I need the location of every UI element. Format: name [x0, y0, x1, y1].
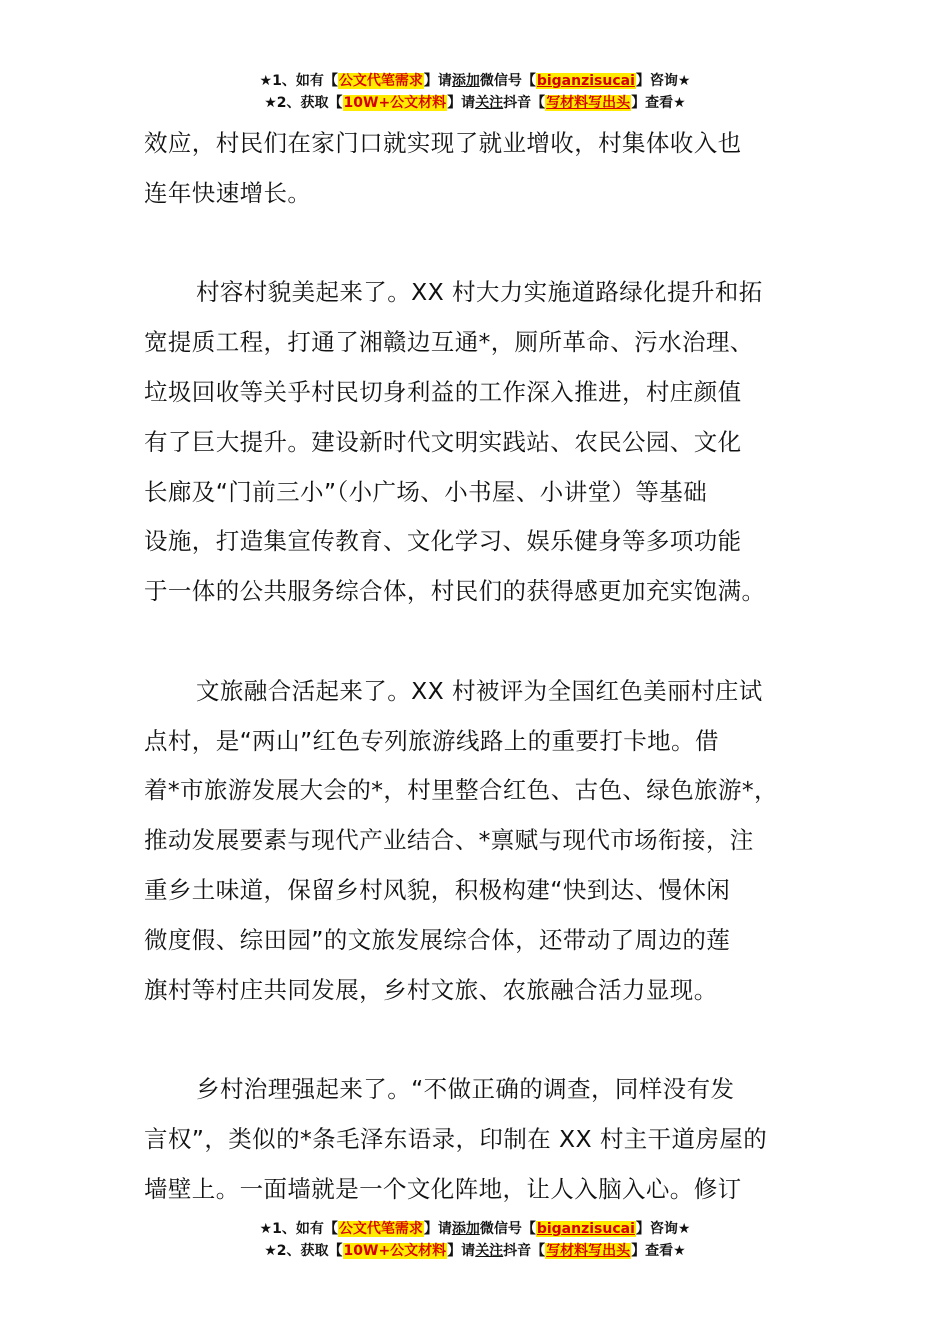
- body-line: 旗村等村庄共同发展，乡村文旅、农旅融合活力显现。: [144, 975, 718, 1004]
- body-line: 微度假、综田园”的文旅发展综合体，还带动了周边的莲: [144, 925, 731, 954]
- banner-line-2: [0, 92, 950, 114]
- banner-text: 】咨询★: [635, 73, 691, 89]
- banner-text: 】查看★: [631, 95, 686, 111]
- body-line: 连年快速增长。: [144, 178, 312, 207]
- body-line: 言权”，类似的*条毛泽东语录，印制在 XX 村主干道房屋的: [144, 1124, 768, 1153]
- banner-highlight: 10W+公文材料: [343, 1243, 447, 1259]
- banner-douyin-name: 写材料写出头: [546, 1243, 631, 1259]
- body-line: 着*市旅游发展大会的*，村里整合红色、古色、绿色旅游*，: [144, 776, 778, 805]
- body-line: 推动发展要素与现代产业结合、*禀赋与现代市场衔接，注: [144, 826, 754, 855]
- banner-text: ★1、如有【: [259, 1221, 338, 1237]
- banner-text: 微信号【: [479, 73, 536, 89]
- banner-text: ★2、获取【: [264, 95, 343, 111]
- paragraph-gap: [144, 219, 812, 269]
- body-line: 垃圾回收等关乎村民切身利益的工作深入推进，村庄颜值: [144, 377, 742, 406]
- banner-text: 抖音【: [503, 95, 546, 111]
- banner-text: 】查看★: [631, 1243, 686, 1259]
- body-line: 设施，打造集宣传教育、文化学习、娱乐健身等多项功能: [144, 527, 742, 556]
- banner-highlight: 公文代笔需求: [338, 73, 423, 89]
- paragraph-first-line: 文旅融合活起来了。XX 村被评为全国红色美丽村庄试: [196, 676, 763, 705]
- paragraph-gap: [144, 1015, 812, 1065]
- header-banner: [0, 70, 950, 114]
- banner-underlined: 添加: [451, 73, 480, 89]
- body-line: 墙壁上。一面墙就是一个文化阵地，让人入脑入心。修订: [144, 1174, 742, 1203]
- banner-text: ★2、获取【: [264, 1243, 343, 1259]
- banner-underlined: 关注: [475, 95, 504, 111]
- banner-text: 】请: [423, 1221, 452, 1237]
- body-line: 于一体的公共服务综合体，村民们的获得感更加充实饱满。: [144, 577, 766, 606]
- banner-line-1: [0, 1218, 950, 1240]
- banner-wechat-id: biganzisucai: [536, 73, 635, 89]
- banner-wechat-id: biganzisucai: [536, 1221, 635, 1237]
- banner-underlined: 添加: [451, 1221, 480, 1237]
- banner-text: 抖音【: [503, 1243, 546, 1259]
- banner-text: 】咨询★: [635, 1221, 691, 1237]
- paragraph-gap: [144, 617, 812, 667]
- banner-highlight: 公文代笔需求: [338, 1221, 423, 1237]
- paragraph-first-line: 村容村貌美起来了。XX 村大力实施道路绿化提升和拓: [196, 278, 763, 307]
- document-body: [144, 119, 812, 1215]
- body-line: 重乡土味道，保留乡村风貌，积极构建“快到达、慢休闲: [144, 875, 731, 904]
- banner-text: ★1、如有【: [259, 73, 338, 89]
- banner-text: 】请: [447, 1243, 476, 1259]
- footer-banner: [0, 1218, 950, 1262]
- body-line: 点村，是“两山”红色专列旅游线路上的重要打卡地。借: [144, 726, 719, 755]
- banner-text: 】请: [447, 95, 476, 111]
- body-line: 有了巨大提升。建设新时代文明实践站、农民公园、文化: [144, 427, 742, 456]
- banner-text: 微信号【: [479, 1221, 536, 1237]
- body-line: 宽提质工程，打通了湘赣边互通*，厕所革命、污水治理、: [144, 328, 754, 357]
- banner-highlight: 10W+公文材料: [343, 95, 447, 111]
- banner-text: 】请: [423, 73, 452, 89]
- paragraph-first-line: 乡村治理强起来了。“不做正确的调查，同样没有发: [196, 1075, 735, 1104]
- banner-line-1: [0, 70, 950, 92]
- body-line: 效应，村民们在家门口就实现了就业增收，村集体收入也: [144, 129, 742, 157]
- banner-line-2: [0, 1240, 950, 1262]
- banner-douyin-name: 写材料写出头: [546, 95, 631, 111]
- body-line: 长廊及“门前三小”（小广场、小书屋、小讲堂）等基础: [144, 477, 708, 506]
- banner-underlined: 关注: [475, 1243, 504, 1259]
